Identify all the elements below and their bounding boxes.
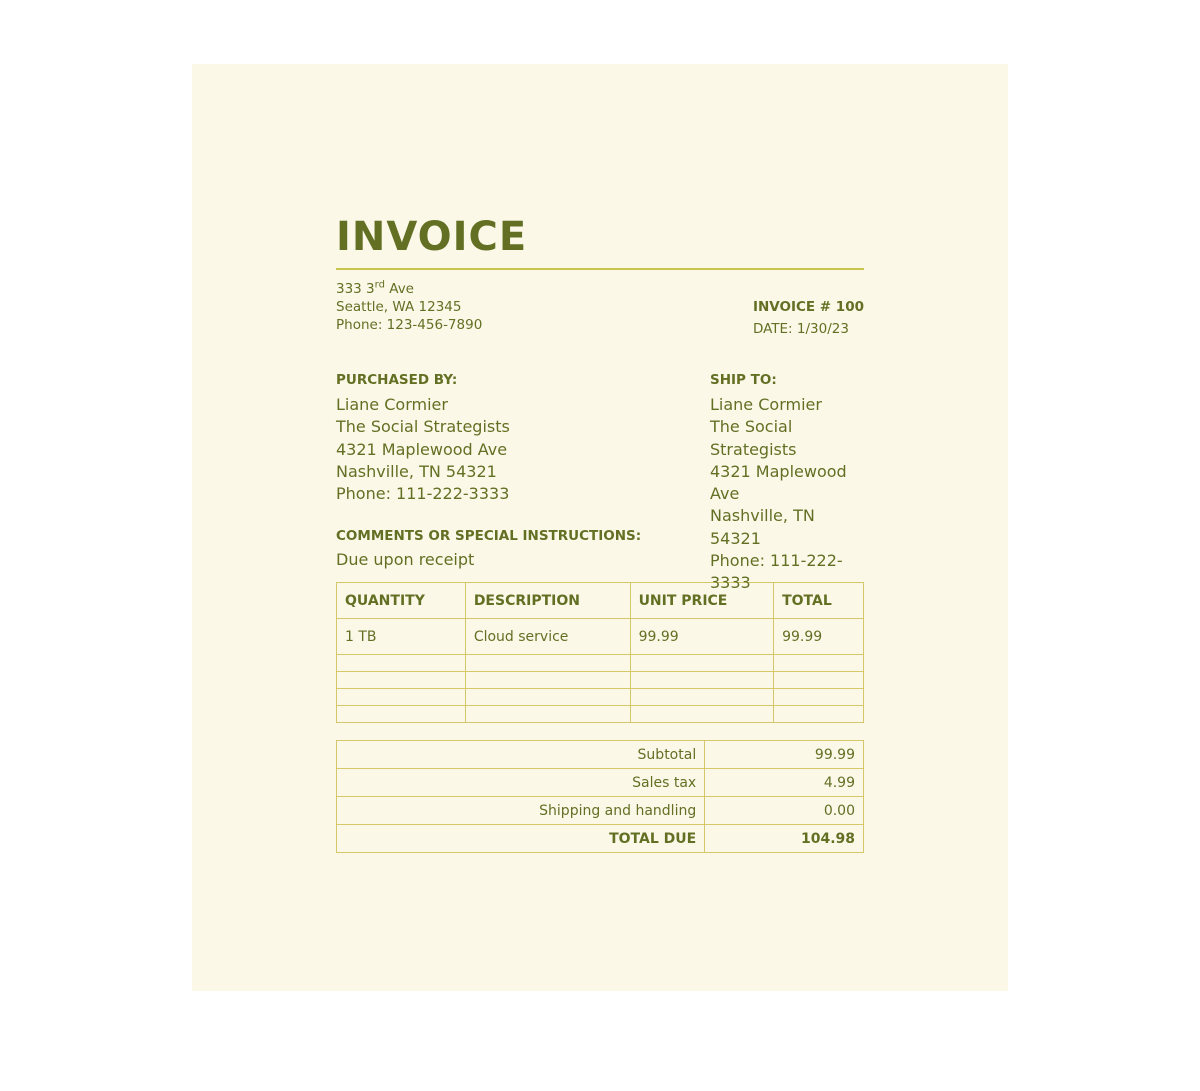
total-due-value: 104.98 <box>705 825 864 853</box>
empty-cell <box>630 689 774 706</box>
subtotal-row <box>337 741 864 769</box>
ship-to-name: Liane Cormier <box>710 395 822 414</box>
purchaser-name: Liane Cormier <box>336 395 448 414</box>
comments-text: Due upon receipt <box>336 550 475 569</box>
ship-to-company: The Social Strategists <box>710 417 797 459</box>
invoice-content <box>336 214 864 853</box>
invoice-meta <box>753 296 864 340</box>
ship-to-city: Nashville, TN 54321 <box>710 506 815 548</box>
sales-tax-row <box>337 769 864 797</box>
header-total: TOTAL <box>774 583 864 619</box>
total-due-row <box>337 825 864 853</box>
items-table <box>336 582 864 723</box>
total-due-label: TOTAL DUE <box>337 825 705 853</box>
sales-tax-value: 4.99 <box>705 769 864 797</box>
subtotal-label: Subtotal <box>337 741 705 769</box>
invoice-header <box>336 270 864 370</box>
seller-address <box>336 280 482 334</box>
empty-cell <box>337 689 466 706</box>
header-unit-price: UNIT PRICE <box>630 583 774 619</box>
empty-cell <box>774 689 864 706</box>
comments-label: COMMENTS OR SPECIAL INSTRUCTIONS: <box>336 528 642 544</box>
purchaser-street: 4321 Maplewood Ave <box>336 439 508 459</box>
empty-cell <box>465 672 630 689</box>
empty-cell <box>337 706 466 723</box>
empty-cell <box>774 706 864 723</box>
empty-cell <box>630 672 774 689</box>
seller-street: 333 3rd Ave <box>336 279 414 297</box>
empty-table-row <box>337 706 864 723</box>
ship-to-phone: Phone: 111-222-3333 <box>710 551 843 593</box>
invoice-number: INVOICE # 100 <box>752 299 864 315</box>
ship-to-street: 4321 Maplewood Ave <box>710 461 847 504</box>
sales-tax-label: Sales tax <box>337 769 705 797</box>
invoice-date: DATE: 1/30/23 <box>752 321 849 337</box>
empty-cell <box>465 689 630 706</box>
empty-cell <box>337 655 466 672</box>
item-unit-price: 99.99 <box>630 619 774 655</box>
item-quantity: 1 TB <box>337 619 466 655</box>
invoice-page <box>192 64 1008 991</box>
ship-to-label: SHIP TO: <box>710 372 777 388</box>
ship-to-block <box>710 370 864 595</box>
invoice-title: INVOICE <box>336 214 528 260</box>
purchased-by-label: PURCHASED BY: <box>336 372 458 388</box>
purchased-by-block <box>336 370 510 505</box>
empty-cell <box>630 655 774 672</box>
empty-cell <box>630 706 774 723</box>
table-row <box>337 619 864 655</box>
empty-cell <box>774 672 864 689</box>
seller-phone: Phone: 123-456-7890 <box>336 317 483 333</box>
totals-table <box>336 740 864 853</box>
header-quantity: QUANTITY <box>337 583 466 619</box>
empty-cell <box>337 672 466 689</box>
item-description: Cloud service <box>465 619 630 655</box>
empty-cell <box>774 655 864 672</box>
purchaser-city: Nashville, TN 54321 <box>336 461 497 481</box>
purchaser-phone: Phone: 111-222-3333 <box>336 484 510 504</box>
subtotal-value: 99.99 <box>705 741 864 769</box>
header-description: DESCRIPTION <box>465 583 630 619</box>
shipping-value: 0.00 <box>705 797 864 825</box>
seller-city: Seattle, WA 12345 <box>336 299 462 315</box>
shipping-row <box>337 797 864 825</box>
empty-table-row <box>337 655 864 672</box>
shipping-label: Shipping and handling <box>337 797 705 825</box>
empty-cell <box>465 655 630 672</box>
empty-table-row <box>337 672 864 689</box>
purchaser-company: The Social Strategists <box>336 417 510 437</box>
empty-cell <box>465 706 630 723</box>
item-total: 99.99 <box>774 619 864 655</box>
empty-table-row <box>337 689 864 706</box>
